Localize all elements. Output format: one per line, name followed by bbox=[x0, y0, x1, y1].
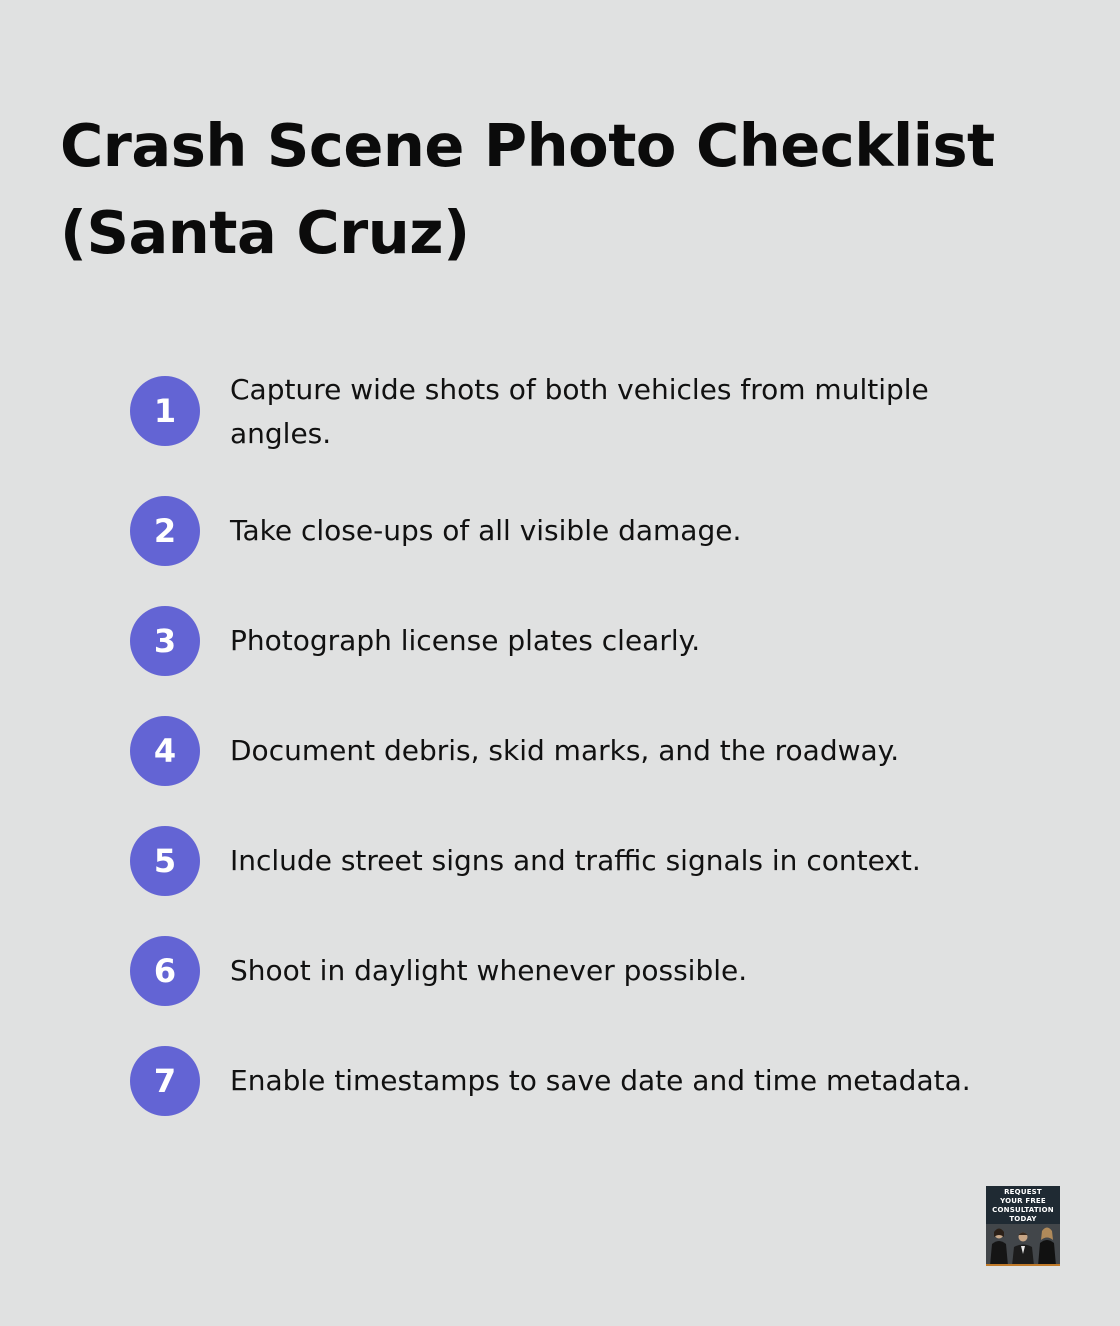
step-text: Take close-ups of all visible damage. bbox=[230, 514, 742, 547]
badge-line: YOUR FREE bbox=[1000, 1197, 1046, 1205]
badge-text bbox=[986, 1188, 1060, 1224]
step-number-badge: 3 bbox=[130, 606, 200, 676]
consultation-badge[interactable] bbox=[986, 1186, 1060, 1266]
attorneys-photo bbox=[986, 1224, 1060, 1266]
step-text: Shoot in daylight whenever possible. bbox=[230, 954, 748, 987]
badge-line: REQUEST bbox=[1004, 1188, 1042, 1196]
step-text: Document debris, skid marks, and the roadway. bbox=[230, 734, 900, 767]
step-number-badge: 1 bbox=[130, 376, 200, 446]
page-title: Crash Scene Photo Checklist (Santa Cruz) bbox=[60, 111, 995, 267]
step-number-badge: 4 bbox=[130, 716, 200, 786]
badge-line: CONSULTATION bbox=[992, 1206, 1054, 1214]
step-text: Capture wide shots of both vehicles from multiple angles. bbox=[230, 373, 929, 450]
step-number-badge: 2 bbox=[130, 496, 200, 566]
step-number-badge: 6 bbox=[130, 936, 200, 1006]
step-number-badge: 7 bbox=[130, 1046, 200, 1116]
step-number-badge: 5 bbox=[130, 826, 200, 896]
step-text: Include street signs and traffic signals in context. bbox=[230, 844, 921, 877]
step-text: Photograph license plates clearly. bbox=[230, 624, 701, 657]
step-text: Enable timestamps to save date and time metadata. bbox=[230, 1064, 971, 1097]
badge-line: TODAY bbox=[1009, 1215, 1037, 1223]
